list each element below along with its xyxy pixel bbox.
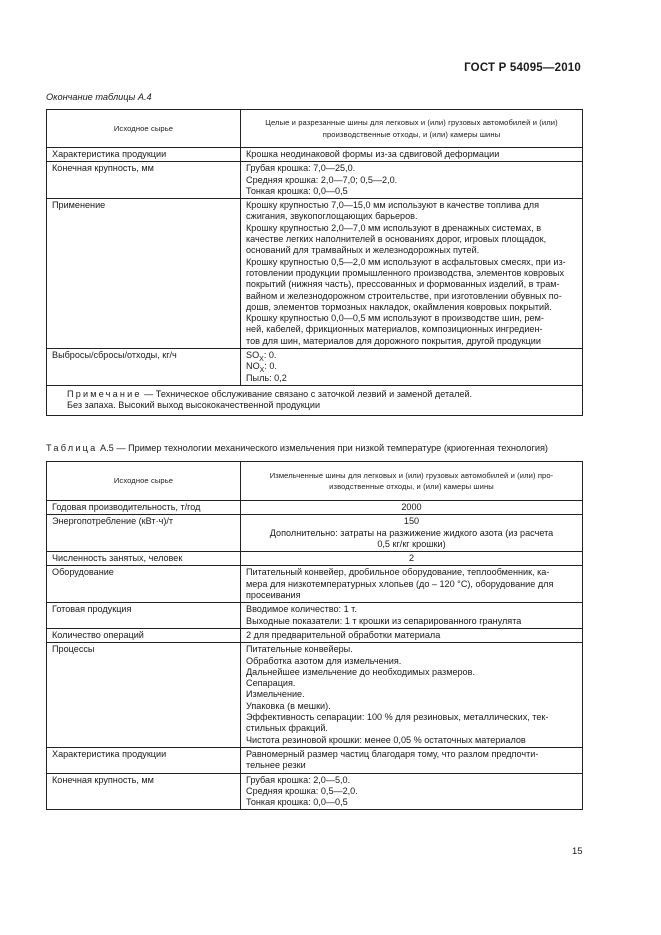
row-label: Характеристика продукции bbox=[47, 148, 241, 162]
table-row bbox=[47, 566, 583, 603]
table-a4-col2-header: Целые и разрезанные шины для легковых и (или) грузовых автомобилей и (или) производственные отходы, и (или) камеры шины bbox=[241, 110, 583, 148]
row-value: Крошку крупностью 7,0—15,0 мм используют в качестве топлива для сжигания, звукопоглощающих барьеров. Крошку крупностью 2,0—7,0 мм используют в дренажных системах, в качестве легких наполнителей в основаниях дорог, игровых площадок, оснований для трамвайных и железнодорожных путей. Крошку крупностью 0,5—2,0 мм используют в асфальтовых смесях, при из- готовлении продукции промышленного производства, элементов ковровых покрытий (нижняя часть), прессованных и формованных изделий, в трам- вайном и железнодорожном строительстве, при изготовлении обувных по- дошв, элементов тормозных накладок, окаймления ковровых покрытий. Крошку крупностью 0,0—0,5 мм используют в производстве шин, рем- ней, кабелей, фрикционных материалов, композиционных ингредиен- тов для шин, материалов для дорожного покрытия, другой продукции bbox=[241, 199, 583, 349]
row-value: Грубая крошка: 2,0—5,0. Средняя крошка: 0,5—2,0. Тонкая крошка: 0,0—0,5 bbox=[241, 773, 583, 810]
row-value: 2 bbox=[241, 552, 583, 566]
row-label: Характеристика продукции bbox=[47, 747, 241, 773]
row-label: Энергопотребление (кВт·ч)/т bbox=[47, 515, 241, 552]
table-row bbox=[47, 628, 583, 642]
row-value: Питательный конвейер, дробильное оборудование, теплообменник, ка- мера для низкотемпературных хлопьев (до – 120 °С), оборудование для просеивания bbox=[241, 566, 583, 603]
row-label: Процессы bbox=[47, 643, 241, 748]
row-label: Численность занятых, человек bbox=[47, 552, 241, 566]
note-prefix: Примечание bbox=[67, 388, 142, 399]
standard-id: ГОСТ Р 54095—2010 bbox=[464, 62, 581, 74]
row-value: Равномерный размер частиц благодаря тому, что разлом предпочти- тельнее резки bbox=[241, 747, 583, 773]
table-a5-caption: Таблица А.5 — Пример технологии механического измельчения при низкой температуре (криогенная технология) bbox=[46, 443, 548, 453]
table-row bbox=[47, 773, 583, 810]
row-label: Готовая продукция bbox=[47, 603, 241, 629]
page-number: 15 bbox=[572, 845, 583, 856]
table-row bbox=[47, 515, 583, 552]
row-value: Питательные конвейеры. Обработка азотом для измельчения. Дальнейшее измельчение до необходимых размеров. Сепарация. Измельчение. Упаковка (в мешки). Эффективность сепарации: 100 % для резиновых, металлических, тек- стильных фракций. Чистота резиновой крошки: менее 0,05 % остаточных материалов bbox=[241, 643, 583, 748]
table-row bbox=[47, 199, 583, 349]
row-value: 150 Дополнительно: затраты на разжижение жидкого азота (из расчета 0,5 кг/кг крошки) bbox=[241, 515, 583, 552]
table-row bbox=[47, 747, 583, 773]
row-value: Вводимое количество: 1 т. Выходные показатели: 1 т крошки из сепарированного гранулята bbox=[241, 603, 583, 629]
table-row bbox=[47, 349, 583, 386]
row-label: Выбросы/сбросы/отходы, кг/ч bbox=[47, 349, 241, 386]
so-x-value: $SO_X$: 0. bbox=[246, 350, 277, 364]
table-row bbox=[47, 148, 583, 162]
table-a5-header-row bbox=[47, 462, 583, 501]
row-value: Грубая крошка: 7,0—25,0. Средняя крошка: 2,0—7,0; 0,5—2,0. Тонкая крошка: 0,0—0,5 bbox=[241, 162, 583, 199]
table-a4-header-row bbox=[47, 110, 583, 148]
table-a5 bbox=[46, 461, 583, 810]
row-label: Применение bbox=[47, 199, 241, 349]
row-value: 2 для предварительной обработки материала bbox=[241, 628, 583, 642]
row-value: 2000 bbox=[241, 501, 583, 515]
table-row bbox=[47, 603, 583, 629]
table-row bbox=[47, 552, 583, 566]
row-label: Количество операций bbox=[47, 628, 241, 642]
row-label: Годовая производительность, т/год bbox=[47, 501, 241, 515]
row-label: Оборудование bbox=[47, 566, 241, 603]
row-label: Конечная крупность, мм bbox=[47, 773, 241, 810]
row-value: $SO_X$: 0. $NO_X$: 0. Пыль: 0,2 bbox=[241, 349, 583, 386]
table-a5-col1-header: Исходное сырье bbox=[47, 462, 241, 501]
table-a4-caption: Окончание таблицы А.4 bbox=[46, 92, 152, 102]
table-a5-col2-header: Измельченные шины для легковых и (или) грузовых автомобилей и (или) про- изводственные отходы, и (или) камеры шины bbox=[241, 462, 583, 501]
table-row bbox=[47, 643, 583, 748]
table-a4 bbox=[46, 109, 583, 416]
table-row bbox=[47, 501, 583, 515]
no-x-value: $NO_X$: 0. bbox=[246, 361, 277, 375]
table-a4-col1-header: Исходное сырье bbox=[47, 110, 241, 148]
row-label: Конечная крупность, мм bbox=[47, 162, 241, 199]
row-value: Крошка неодинаковой формы из-за сдвиговой деформации bbox=[241, 148, 583, 162]
table-row bbox=[47, 162, 583, 199]
table-a4-note: Примечание — Техническое обслуживание связано с заточкой лезвий и заменой деталей. Без запаха. Высокий выход высококачественной продукции bbox=[47, 385, 583, 415]
